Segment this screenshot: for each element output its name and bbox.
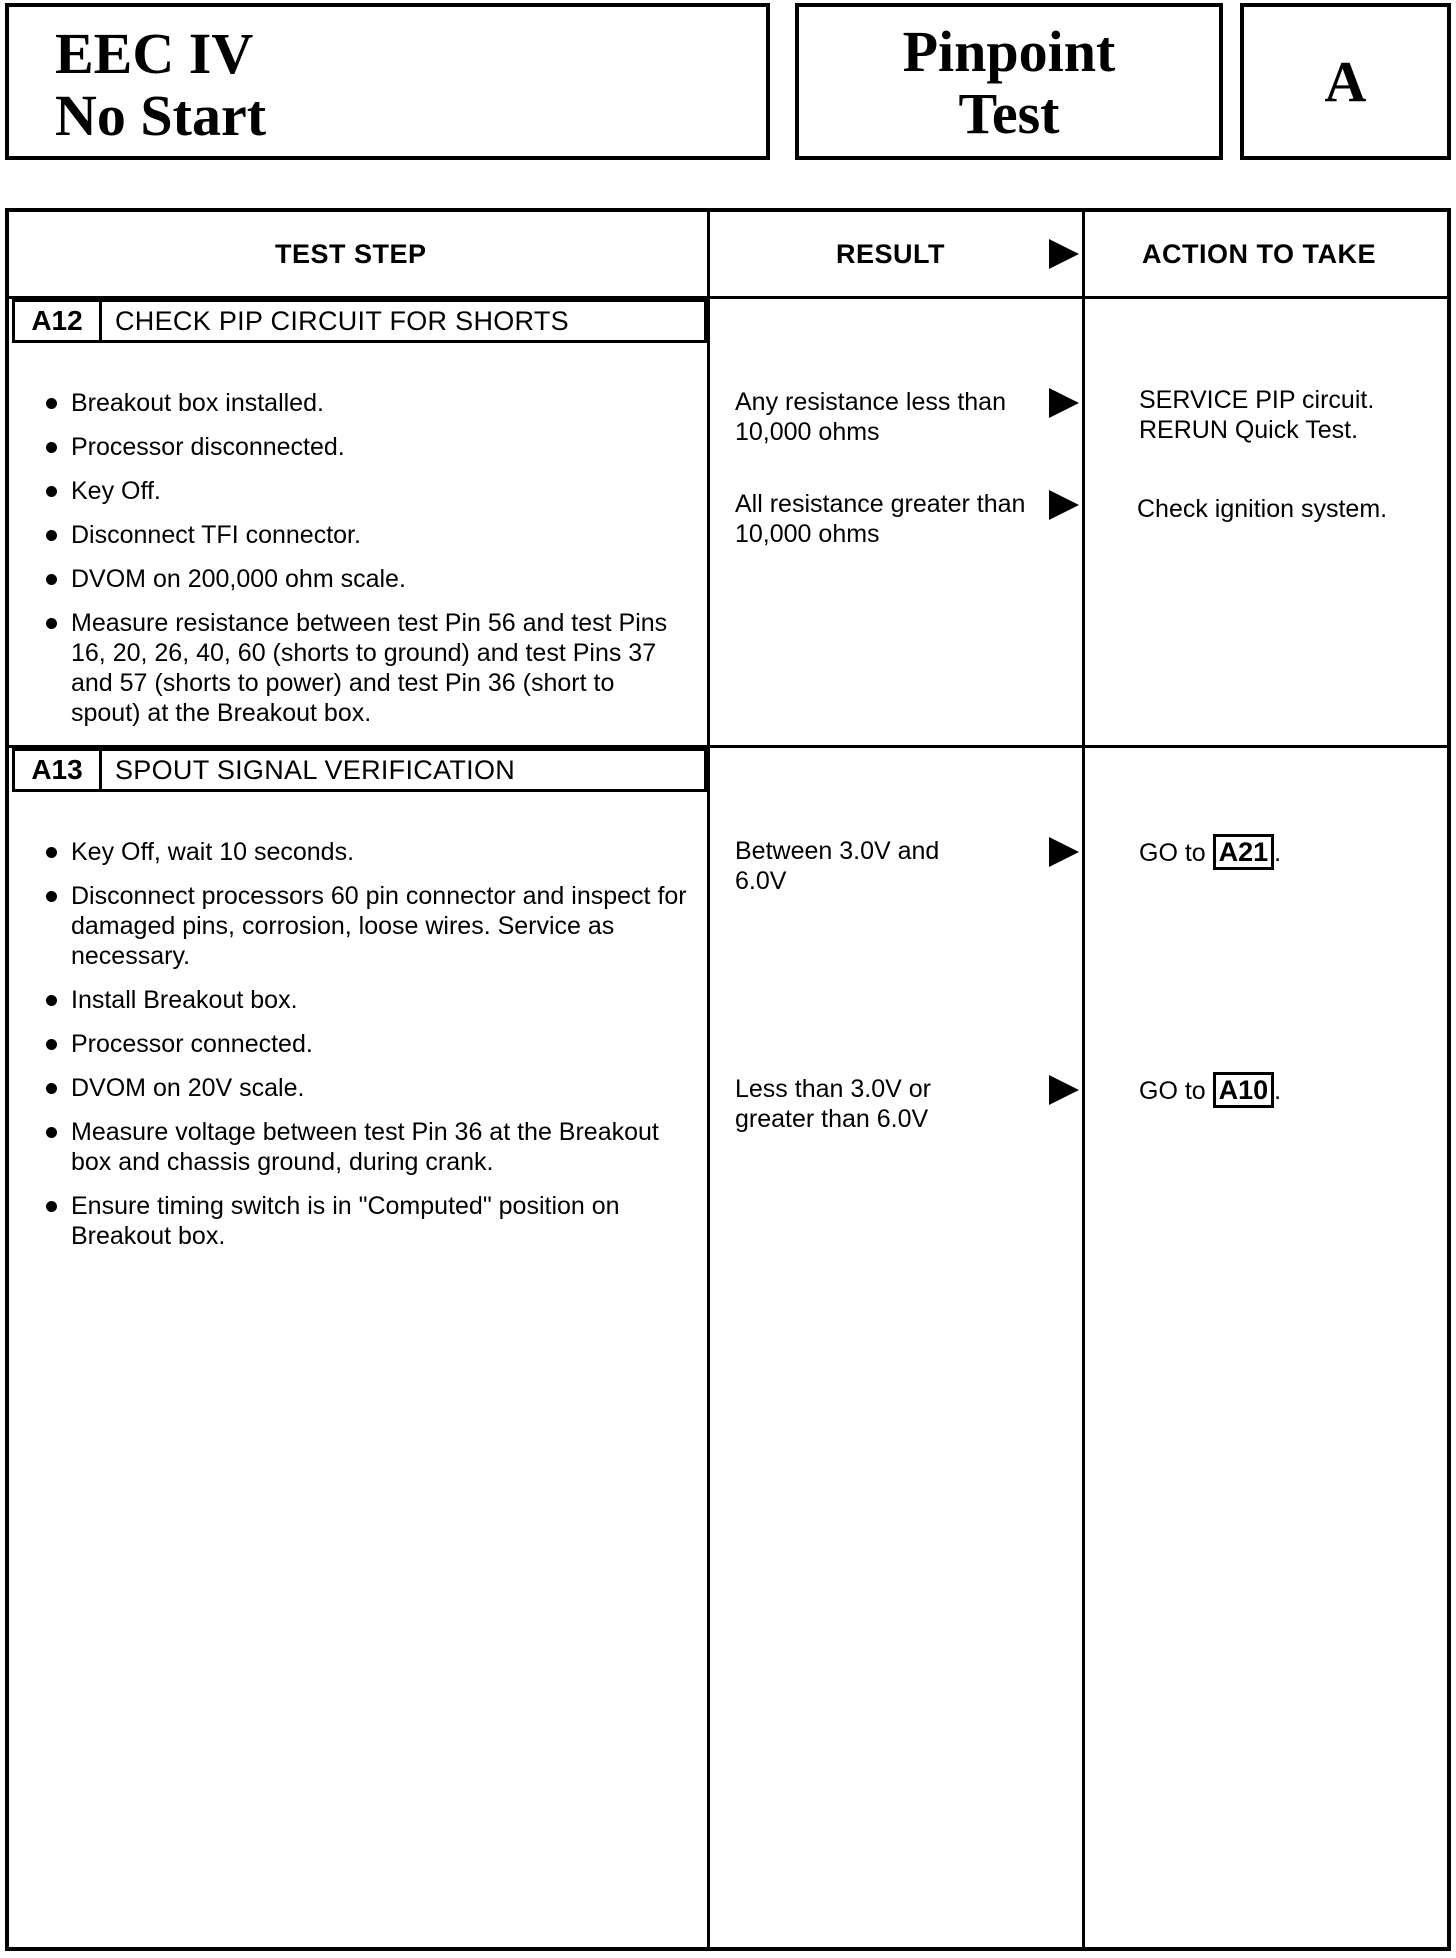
action-goto-a21 — [1139, 834, 1281, 870]
step-id: A12 — [15, 302, 102, 340]
column-divider-2 — [1082, 212, 1085, 1947]
action-suffix: . — [1274, 1077, 1282, 1105]
step-header-a12 — [12, 299, 707, 343]
page-title — [55, 23, 266, 147]
arrow-right-icon — [1049, 837, 1079, 867]
pinpoint-line-1: Pinpoint — [902, 19, 1116, 84]
test-letter-box — [1240, 3, 1451, 160]
arrow-right-icon — [1049, 490, 1079, 520]
pinpoint-label — [799, 21, 1219, 145]
result-text: Less than 3.0V or greater than 6.0V — [735, 1075, 931, 1133]
instruction-item: Processor disconnected. — [39, 432, 689, 462]
test-table — [5, 208, 1451, 1951]
instruction-item: Key Off. — [39, 476, 689, 506]
column-header-result: RESULT — [836, 239, 945, 269]
pinpoint-box — [795, 3, 1223, 160]
result-text: All resistance greater than 10,000 ohms — [735, 490, 1026, 548]
title-box — [5, 3, 770, 160]
action-prefix: GO to — [1139, 1077, 1206, 1105]
step-reference-a10[interactable]: A10 — [1213, 1072, 1275, 1108]
instruction-item: Measure resistance between test Pin 56 and test Pins 16, 20, 26, 40, 60 (shorts to ground) and test Pins 37 and 57 (shorts to power) and test Pin 36 (short to spout) at the Breakout box. — [39, 608, 689, 728]
instruction-item: Install Breakout box. — [39, 985, 689, 1015]
instruction-item: Processor connected. — [39, 1029, 689, 1059]
step-id: A13 — [15, 751, 102, 789]
step-reference-a21[interactable]: A21 — [1213, 834, 1275, 870]
action-suffix: . — [1274, 839, 1282, 867]
step-header-a13 — [12, 748, 707, 792]
step-a12-instructions — [39, 388, 689, 742]
step-title: CHECK PIP CIRCUIT FOR SHORTS — [115, 306, 569, 336]
instruction-item: Disconnect processors 60 pin connector and inspect for damaged pins, corrosion, loose wires. Service as necessary. — [39, 881, 689, 971]
instruction-item: Key Off, wait 10 seconds. — [39, 837, 689, 867]
instruction-item: Breakout box installed. — [39, 388, 689, 418]
action-text: Check ignition system. — [1137, 495, 1388, 523]
action-goto-a10 — [1139, 1072, 1281, 1108]
instruction-item: Measure voltage between test Pin 36 at the Breakout box and chassis ground, during crank. — [39, 1117, 689, 1177]
pinpoint-line-2: Test — [958, 81, 1060, 146]
arrow-right-icon — [1049, 1075, 1079, 1105]
action-prefix: GO to — [1139, 839, 1206, 867]
action-text: SERVICE PIP circuit. RERUN Quick Test. — [1139, 386, 1375, 444]
column-header-test-step: TEST STEP — [275, 239, 427, 269]
column-divider-1 — [707, 212, 710, 1947]
title-line-2: No Start — [55, 83, 267, 148]
step-a13-instructions — [39, 837, 689, 1265]
instruction-item: DVOM on 200,000 ohm scale. — [39, 564, 689, 594]
result-text: Between 3.0V and 6.0V — [735, 837, 940, 895]
column-header-action: ACTION TO TAKE — [1142, 239, 1376, 269]
test-letter: A — [1324, 49, 1367, 114]
result-text: Any resistance less than 10,000 ohms — [735, 388, 1006, 446]
arrow-right-icon — [1049, 239, 1079, 269]
instruction-item: Disconnect TFI connector. — [39, 520, 689, 550]
step-title: SPOUT SIGNAL VERIFICATION — [115, 755, 516, 785]
title-line-1: EEC IV — [55, 21, 254, 86]
instruction-item: Ensure timing switch is in "Computed" position on Breakout box. — [39, 1191, 689, 1251]
instruction-item: DVOM on 20V scale. — [39, 1073, 689, 1103]
arrow-right-icon — [1049, 388, 1079, 418]
